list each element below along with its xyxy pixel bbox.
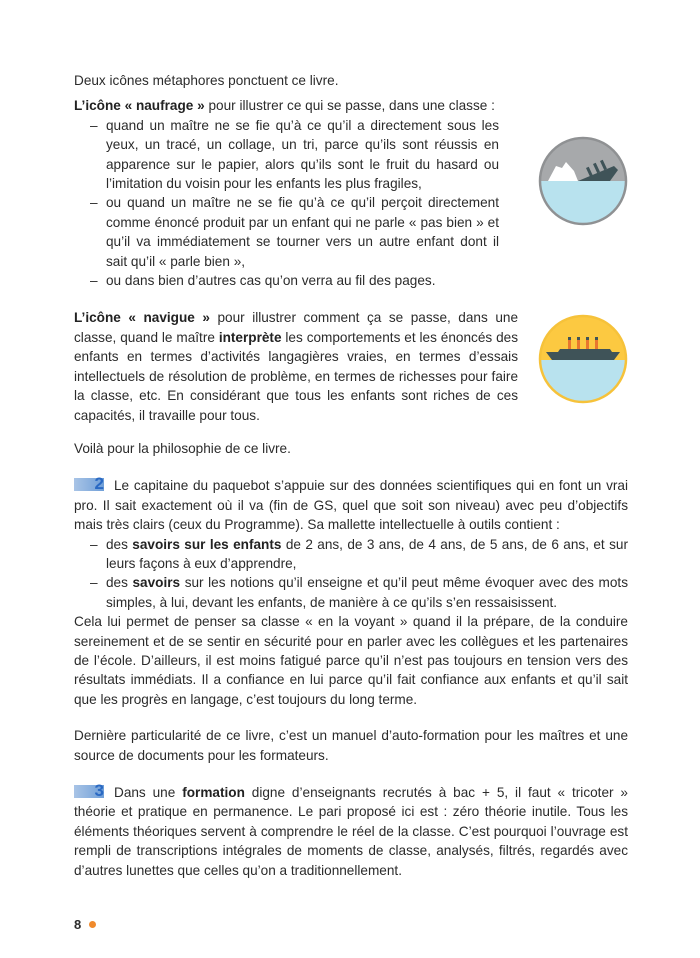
- philosophie: Voilà pour la philosophie de ce livre.: [74, 440, 291, 456]
- ship-sailing-icon: [538, 314, 628, 404]
- list-item: – ou dans bien d’autres cas qu’on verra au fil des pages.: [74, 271, 499, 290]
- section-2: 2 Le capitaine du paquebot s’appuie sur des données scientifiques qui en font un vrai pro. Il sait exactement où il va (fin de GS, quel que soit son niveau) avec peu d’objectifs mais très clairs (ceux du Programme). Sa mallette intellectuelle à outils contient : – des savoirs sur les enfants de 2 ans, de 3 ans, de 4 ans, de 5 ans, de 6 ans, et sur leurs façons à eux d’apprendre, – des savoirs sur les notions qu’il enseigne et qu’il peut même évoquer avec des mots simples, à lui, devant les enfants, de manière à ce qu’ils s’en ressaisissent. Cela lui permet de penser sa classe « en la voyant » quand il la prépare, de la conduire sereinement et de se sentir en sécurité pour en parler avec les collègues et les partenaires de l’école. D’ailleurs, il est moins fatigué parce qu’il n’est pas toujours en tension vers des résultats immédiats. Il a confiance en lui parce qu’il fait confiance aux enfants et qu’il sait que les progrès en langage, c’est toujours du long terme. Dernière particularité de ce livre, c’est un manuel d’auto-formation pour les maîtres et une source de documents pour les formateurs.: [74, 476, 628, 765]
- list-item: – ou quand un maître ne se fie qu’à ce qu’il perçoit directement comme énoncé produit par un enfant qui ne parle « pas bien » et qu’il va immédiatement se tourner vers un autre enfant dont il sait qu’il « parle bien »,: [74, 193, 499, 271]
- list-item: – quand un maître ne se fie qu’à ce qu’il a directement sous les yeux, un tracé, un collage, un tri, parce qu’ils sont réussis en apparence sur le papier, alors qu’ils sont le fruit du hasard ou l’imitation du voisin pour les enfants les plus fragiles,: [74, 116, 499, 194]
- page-number: 8: [74, 895, 628, 934]
- naufrage-block: L’icône « naufrage » pour illustrer ce qui se passe, dans une classe : – quand un maître ne se fie qu’à ce qu’il a directement sous les yeux, un tracé, un collage, un tri, parce qu’ils sont réussis en apparence sur le papier, alors qu’ils sont le fruit du hasard ou l’imitation du voisin pour les enfants les plus fragiles, – ou quand un maître ne se fie qu’à ce qu’il perçoit directement comme énoncé produit par un enfant qui ne parle « pas bien » et qu’il va immédiatement se tourner vers un autre enfant dont il sait qu’il « parle bien », – ou dans bien d’autres cas qu’on verra au fil des pages.: [74, 96, 628, 290]
- section-number-badge: 3: [74, 785, 104, 798]
- naufrage-label: L’icône « naufrage »: [74, 98, 205, 114]
- navigue-block: L’icône « navigue » pour illustrer comment ça se passe, dans une classe, quand le maître interprète les comportements et les énoncés des enfants en termes d’activités langagières vraies, en termes d’essais intellectuels de résolution de problème, en termes de richesses pour faire la classe, etc. En considérant que tous les enfants sont riches de ces capacités, il travaille pour tous.: [74, 308, 628, 424]
- orange-dot-icon: [89, 921, 96, 928]
- list-item: – des savoirs sur les enfants de 2 ans, de 3 ans, de 4 ans, de 5 ans, de 6 ans, et sur leurs façons à eux d’apprendre,: [74, 535, 628, 574]
- intro: Deux icônes métaphores ponctuent ce livre.: [74, 73, 339, 88]
- list-item: – des savoirs sur les notions qu’il enseigne et qu’il peut même évoquer avec des mots simples, à lui, devant les enfants, de manière à ce qu’ils s’en ressaisissent.: [74, 573, 628, 612]
- section-number-badge: 2: [74, 478, 104, 491]
- shipwreck-icon: [538, 136, 628, 226]
- naufrage-list: [74, 116, 499, 291]
- section-3: 3 Dans une formation digne d’enseignants recrutés à bac + 5, il faut « tricoter » théorie et pratique en permanence. Le pari proposé ici est : zéro théorie inutile. Tous les éléments théoriques servent à comprendre le réel de la classe. C’est pourquoi l’ouvrage est rempli de transcriptions intégrales de moments de classe, analysés, filtrés, regardés avec d’autres lunettes que celles qu’on a traditionnellement.: [74, 781, 628, 878]
- navigue-label: L’icône « navigue »: [74, 310, 210, 326]
